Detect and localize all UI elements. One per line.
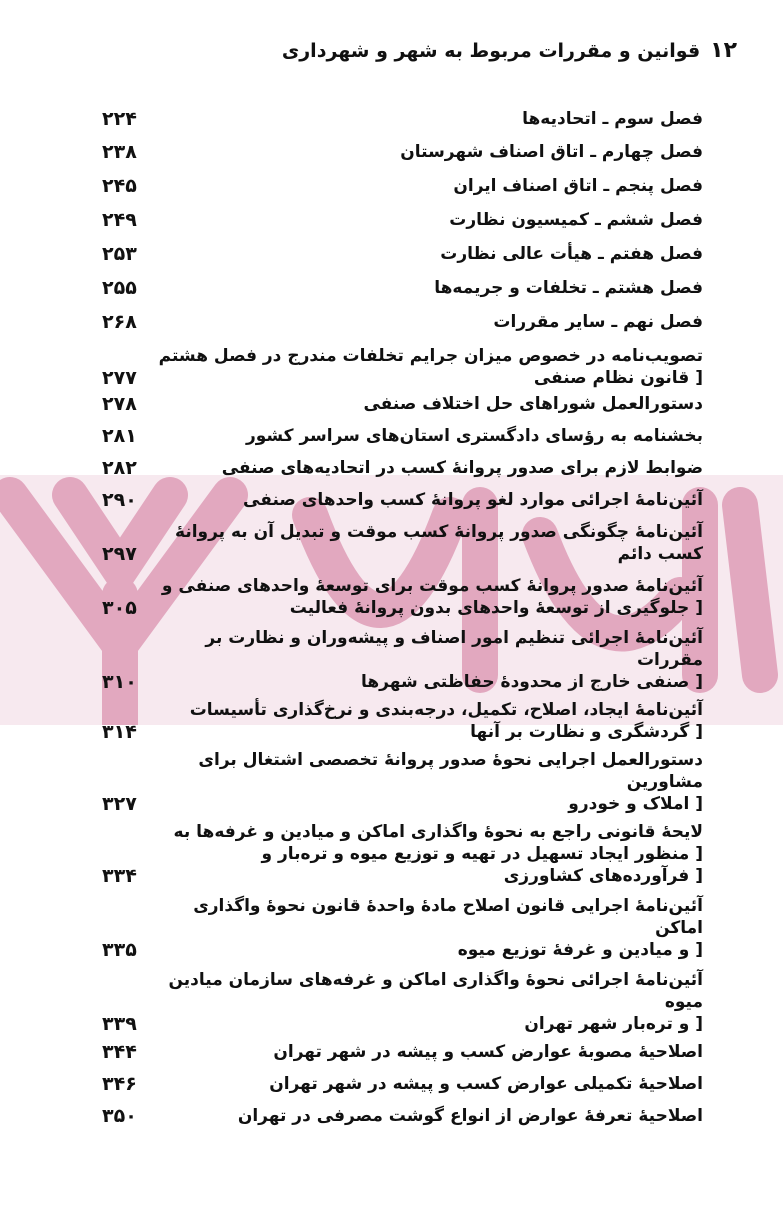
toc-entry-title-line: اصلاحیهٔ تعرفهٔ عوارض از انواع گوشت مصرفی در تهران <box>237 1106 703 1126</box>
toc-entry <box>102 457 703 479</box>
toc-entry-page-number: ۳۳۹ <box>102 1013 137 1035</box>
toc-entry-title <box>154 489 703 511</box>
toc-entry-title-line: دستورالعمل شوراهای حل اختلاف صنفی <box>363 394 703 414</box>
toc-entry-page-number: ۲۶۸ <box>102 311 137 333</box>
toc-entry <box>102 311 703 333</box>
toc-entry-title-line: [ و تره‌بار شهر تهران <box>524 1014 703 1034</box>
toc-entry <box>102 521 703 565</box>
toc-entry-title-line: فصل پنجم ـ اتاق اصناف ایران <box>453 176 703 196</box>
toc-entry-page-number: ۳۴۴ <box>102 1041 137 1063</box>
toc-entry <box>102 175 703 197</box>
toc-entry-page-number: ۲۲۴ <box>102 108 137 130</box>
toc-entry-title <box>154 895 703 961</box>
toc-entry-title-line: آئین‌نامهٔ چگونگی صدور پروانهٔ کسب موقت و تبدیل آن به پروانهٔ کسب دائم <box>175 522 703 564</box>
toc-entry-title <box>154 209 703 231</box>
toc-entry-title <box>154 575 703 619</box>
toc-entry-title-line: آئین‌نامهٔ اجرائی تنظیم امور اصناف و پیشه‌وران و نظارت بر مقررات <box>205 628 703 670</box>
toc-entry <box>102 1041 703 1063</box>
toc-entry <box>102 1073 703 1095</box>
toc-entry <box>102 749 703 815</box>
toc-entry-title-line: بخشنامه به رؤسای دادگستری استان‌های سراسر کشور <box>245 426 703 446</box>
toc-entry-title-line: [ املاک و خودرو <box>568 794 703 814</box>
table-of-contents <box>102 108 703 1137</box>
toc-entry-page-number: ۲۹۷ <box>102 543 137 565</box>
toc-entry-title <box>154 311 703 333</box>
toc-entry-page-number: ۲۵۵ <box>102 277 137 299</box>
toc-entry-title-line: آئین‌نامهٔ اجرائی موارد لغو پروانهٔ کسب واحدهای صنفی <box>243 490 703 510</box>
toc-entry-title <box>154 243 703 265</box>
toc-entry-page-number: ۲۸۲ <box>102 457 137 479</box>
toc-entry-page-number: ۲۴۹ <box>102 209 137 231</box>
toc-entry-title <box>154 1073 703 1095</box>
toc-entry-title <box>154 521 703 565</box>
running-header <box>282 38 737 63</box>
toc-entry-title-line: آئین‌نامهٔ صدور پروانهٔ کسب موقت برای توسعهٔ واحدهای صنفی و <box>161 576 703 596</box>
toc-entry-title <box>154 749 703 815</box>
toc-entry-title-line: فصل ششم ـ کمیسیون نظارت <box>449 210 703 230</box>
toc-entry-title-line: فصل چهارم ـ اتاق اصناف شهرستان <box>400 142 703 162</box>
toc-entry <box>102 895 703 961</box>
toc-entry <box>102 1105 703 1127</box>
toc-entry-page-number: ۲۷۸ <box>102 393 137 415</box>
toc-entry-page-number: ۲۸۱ <box>102 425 137 447</box>
header-page-number: ۱۲ <box>710 38 737 63</box>
toc-entry-title-line: [ فرآورده‌های کشاورزی <box>503 866 703 886</box>
toc-entry-title <box>154 108 703 130</box>
toc-entry <box>102 393 703 415</box>
toc-entry <box>102 627 703 693</box>
toc-entry-title-line: لایحهٔ قانونی راجع به نحوهٔ واگذاری اماکن و میادین و غرفه‌ها به <box>173 822 703 842</box>
toc-entry <box>102 699 703 743</box>
toc-entry-title-line: اصلاحیهٔ تکمیلی عوارض کسب و پیشه در شهر تهران <box>269 1074 703 1094</box>
toc-entry-title-line: [ گردشگری و نظارت بر آنها <box>470 722 703 742</box>
toc-entry-page-number: ۲۳۸ <box>102 141 137 163</box>
toc-entry-page-number: ۲۵۳ <box>102 243 137 265</box>
toc-entry-title <box>154 1041 703 1063</box>
toc-entry-title <box>154 175 703 197</box>
toc-entry-title-line: فصل هفتم ـ هیأت عالی نظارت <box>440 244 703 264</box>
toc-entry-page-number: ۳۲۷ <box>102 793 137 815</box>
toc-entry-title <box>154 345 703 389</box>
toc-entry-title-line: تصویب‌نامه در خصوص میزان جرایم تخلفات مندرج در فصل هشتم <box>158 346 703 366</box>
toc-entry <box>102 821 703 887</box>
toc-entry-page-number: ۳۰۵ <box>102 597 137 619</box>
toc-entry-page-number: ۳۱۴ <box>102 721 137 743</box>
toc-entry-title-line: آئین‌نامهٔ اجرایی قانون اصلاح مادهٔ واحدهٔ قانون نحوهٔ واگذاری اماکن <box>193 896 703 938</box>
toc-entry-page-number: ۲۹۰ <box>102 489 137 511</box>
toc-entry <box>102 969 703 1035</box>
toc-entry-title-line: [ منظور ایجاد تسهیل در تهیه و توزیع میوه و تره‌بار و <box>261 844 703 864</box>
toc-entry <box>102 345 703 389</box>
toc-entry <box>102 141 703 163</box>
toc-entry-title <box>154 393 703 415</box>
toc-entry-title-line: آئین‌نامهٔ اجرائی نحوهٔ واگذاری اماکن و غرفه‌های سازمان میادین میوه <box>168 970 703 1012</box>
toc-entry-page-number: ۲۴۵ <box>102 175 137 197</box>
toc-entry-title-line: فصل نهم ـ سایر مقررات <box>493 312 703 332</box>
toc-entry-title-line: [ جلوگیری از توسعهٔ واحدهای بدون پروانهٔ فعالیت <box>289 598 703 618</box>
toc-entry-title <box>154 969 703 1035</box>
header-title: قوانین و مقررات مربوط به شهر و شهرداری <box>281 39 701 62</box>
toc-entry-title-line: ضوابط لازم برای صدور پروانهٔ کسب در اتحادیه‌های صنفی <box>221 458 703 478</box>
toc-entry-title-line: اصلاحیهٔ مصوبهٔ عوارض کسب و پیشه در شهر تهران <box>273 1042 703 1062</box>
toc-entry <box>102 209 703 231</box>
toc-entry <box>102 243 703 265</box>
toc-entry-title-line: فصل هشتم ـ تخلفات و جریمه‌ها <box>434 278 703 298</box>
toc-entry-title <box>154 141 703 163</box>
toc-entry-page-number: ۳۱۰ <box>102 671 137 693</box>
toc-entry <box>102 277 703 299</box>
toc-entry <box>102 108 703 130</box>
toc-entry-page-number: ۳۴۶ <box>102 1073 137 1095</box>
toc-entry-title <box>154 277 703 299</box>
toc-entry <box>102 425 703 447</box>
toc-entry-title-line: [ صنفی خارج از محدودهٔ حفاظتی شهرها <box>360 672 703 692</box>
toc-entry-title <box>154 627 703 693</box>
toc-entry-title <box>154 699 703 743</box>
toc-entry-title <box>154 457 703 479</box>
toc-entry-title-line: آئین‌نامهٔ ایجاد، اصلاح، تکمیل، درجه‌بندی و نرخ‌گذاری تأسیسات <box>189 700 703 720</box>
toc-entry-page-number: ۳۵۰ <box>102 1105 137 1127</box>
toc-entry <box>102 575 703 619</box>
toc-entry <box>102 489 703 511</box>
toc-entry-title-line: [ و میادین و غرفهٔ توزیع میوه <box>457 940 703 960</box>
toc-entry-title <box>154 1105 703 1127</box>
toc-entry-title <box>154 821 703 887</box>
toc-entry-title-line: [ قانون نظام صنفی <box>533 368 703 388</box>
toc-entry-page-number: ۳۳۵ <box>102 939 137 961</box>
toc-entry-title <box>154 425 703 447</box>
toc-entry-title-line: فصل سوم ـ اتحادیه‌ها <box>522 109 703 129</box>
toc-entry-page-number: ۲۷۷ <box>102 367 137 389</box>
toc-entry-page-number: ۳۳۴ <box>102 865 137 887</box>
toc-entry-title-line: دستورالعمل اجرایی نحوهٔ صدور پروانهٔ تخصصی اشتغال برای مشاورین <box>198 750 703 792</box>
